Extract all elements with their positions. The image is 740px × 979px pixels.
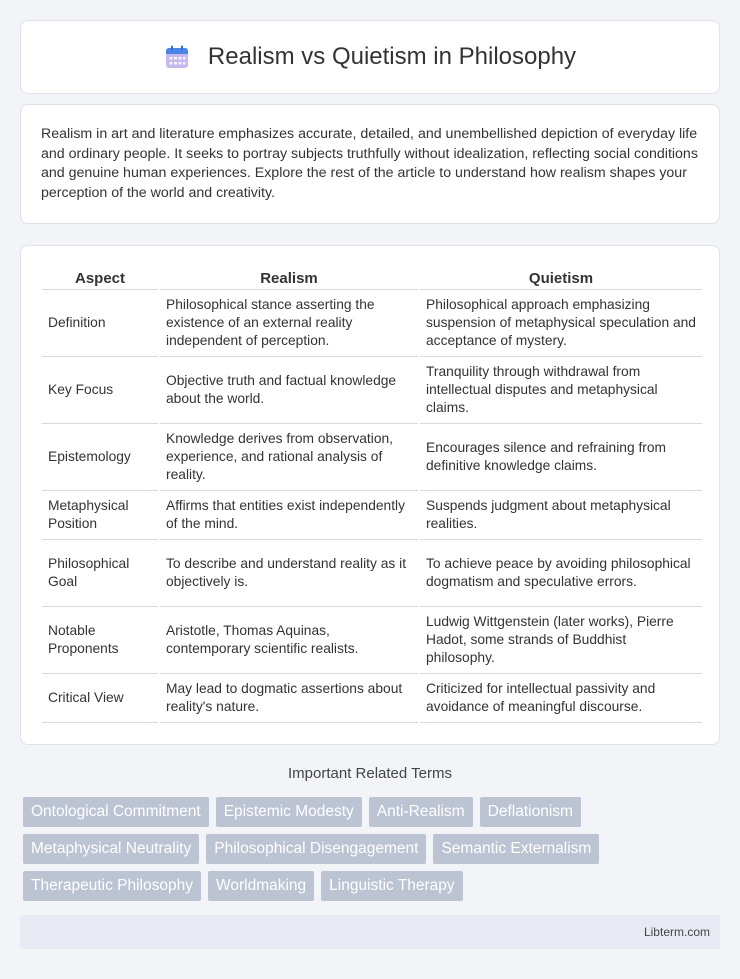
table-header-row — [42, 266, 702, 290]
quietism-cell: Tranquility through withdrawal from intellectual disputes and metaphysical claims. — [420, 357, 702, 424]
realism-cell: Objective truth and factual knowledge about the world. — [160, 357, 418, 424]
realism-cell: Aristotle, Thomas Aquinas, contemporary scientific realists. — [160, 607, 418, 674]
table-row — [42, 491, 702, 540]
realism-cell: Affirms that entities exist independently of the mind. — [160, 491, 418, 540]
term-tag[interactable]: Ontological Commitment — [23, 797, 209, 827]
header-card — [20, 20, 720, 94]
term-tag[interactable]: Metaphysical Neutrality — [23, 834, 199, 864]
term-tag[interactable]: Worldmaking — [208, 871, 314, 901]
realism-cell: To describe and understand reality as it objectively is. — [160, 540, 418, 607]
aspect-cell: Definition — [42, 290, 158, 357]
header-quietism: Quietism — [420, 266, 702, 290]
related-terms-title: Important Related Terms — [288, 765, 452, 782]
term-tag[interactable]: Linguistic Therapy — [321, 871, 463, 901]
aspect-cell: Metaphysical Position — [42, 491, 158, 540]
aspect-cell: Notable Proponents — [42, 607, 158, 674]
quietism-cell: Ludwig Wittgenstein (later works), Pierre Hadot, some strands of Buddhist philosophy. — [420, 607, 702, 674]
table-row — [42, 424, 702, 491]
realism-cell: Knowledge derives from observation, experience, and rational analysis of reality. — [160, 424, 418, 491]
term-tag[interactable]: Anti-Realism — [369, 797, 473, 827]
related-terms-list — [23, 797, 723, 908]
page-title: Realism vs Quietism in Philosophy — [207, 43, 577, 70]
quietism-cell: Philosophical approach emphasizing suspension of metaphysical speculation and acceptance of mystery. — [420, 290, 702, 357]
term-tag[interactable]: Epistemic Modesty — [216, 797, 362, 827]
quietism-cell: Encourages silence and refraining from definitive knowledge claims. — [420, 424, 702, 491]
aspect-cell: Key Focus — [42, 357, 158, 424]
term-tag[interactable]: Semantic Externalism — [433, 834, 599, 864]
header-realism: Realism — [160, 266, 418, 290]
table-row — [42, 540, 702, 607]
header-aspect: Aspect — [42, 266, 158, 290]
realism-cell: Philosophical stance asserting the existence of an external reality independent of perception. — [160, 290, 418, 357]
aspect-cell: Philosophical Goal — [42, 540, 158, 607]
table-row — [42, 290, 702, 357]
term-tag[interactable]: Therapeutic Philosophy — [23, 871, 201, 901]
table-row — [42, 357, 702, 424]
table-row — [42, 674, 702, 723]
intro-card — [20, 104, 720, 224]
table-row — [42, 607, 702, 674]
term-tag[interactable]: Philosophical Disengagement — [206, 834, 426, 864]
term-tag[interactable]: Deflationism — [480, 797, 581, 827]
aspect-cell: Critical View — [42, 674, 158, 723]
footer-site-link[interactable]: Libterm.com — [643, 925, 710, 939]
footer — [20, 915, 720, 949]
quietism-cell: To achieve peace by avoiding philosophical dogmatism and speculative errors. — [420, 540, 702, 607]
tag-row — [23, 834, 723, 864]
intro-text: Realism in art and literature emphasizes accurate, detailed, and unembellished depiction of everyday life and ordinary people. It seeks to portray subjects truthfully without idealization, reflecting social conditions and genuine human experiences. Explore the rest of the article to understand how realism shapes your perception of the world and creativity. — [41, 126, 698, 201]
aspect-cell: Epistemology — [42, 424, 158, 491]
tag-row — [23, 797, 723, 827]
realism-cell: May lead to dogmatic assertions about reality's nature. — [160, 674, 418, 723]
calendar-icon — [164, 44, 190, 70]
quietism-cell: Criticized for intellectual passivity and avoidance of meaningful discourse. — [420, 674, 702, 723]
tag-row — [23, 871, 723, 901]
comparison-table-card — [20, 245, 720, 745]
comparison-table — [40, 266, 704, 723]
quietism-cell: Suspends judgment about metaphysical realities. — [420, 491, 702, 540]
